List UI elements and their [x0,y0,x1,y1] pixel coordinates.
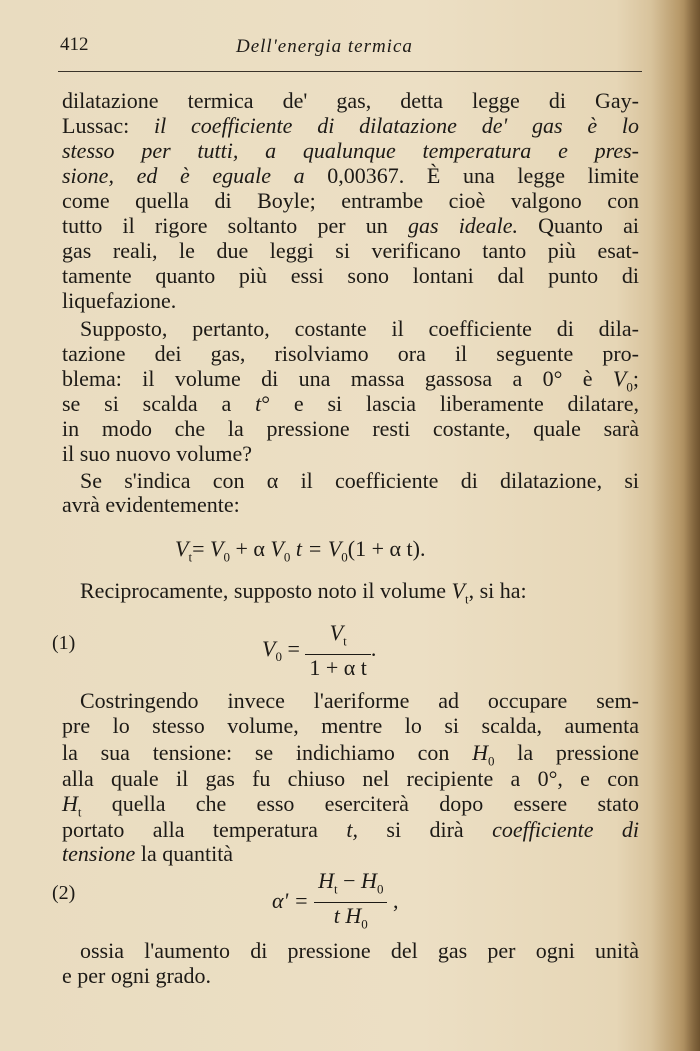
text-line [62,88,639,114]
text-line [62,188,639,214]
fraction [314,868,387,938]
text-segment: in modo che la pressione resti costante, quale sarà [62,416,639,441]
eq-part: , [387,887,399,913]
eq-symbol: H [361,868,377,893]
text-segment: 0 [488,753,495,769]
text-line [80,578,639,612]
eq-symbol: V [262,635,276,661]
eq-sub: 0 [341,549,348,565]
text-segment: si dirà [357,817,493,842]
text-line [62,817,639,843]
text-line [62,492,639,518]
text-segment: t, [346,817,358,842]
text-segment: H [472,740,489,765]
text-segment: tamente quanto più essi sono lontani dal punto di [62,263,639,288]
text-line [62,341,639,367]
eq-part: = [192,536,210,561]
text-segment: tazione dei gas, risolviamo ora il seguente pro- [62,341,639,366]
text-line [62,391,639,417]
text-line [80,468,639,494]
eq-symbol: V [175,536,189,561]
denominator: 1 + α t [309,655,367,681]
text-line [62,138,639,164]
eq-part: . [370,635,377,661]
text-segment: la quantità [135,841,234,866]
eq-sub: 0 [223,549,230,565]
page-gutter-shadow [684,0,700,1051]
text-segment: ° e si lascia liberamente dilatare, [261,391,640,416]
fraction [305,620,371,681]
page-number: 412 [60,34,89,55]
text-segment: coefficiente di [492,817,639,842]
text-segment: 0 [626,379,633,395]
text-line [62,713,639,739]
denominator [314,903,387,937]
eq-sub: t [188,549,193,565]
text-segment: Quanto ai [517,213,639,238]
text-line [62,288,639,314]
eq-sub: 0 [283,549,291,565]
text-segment: se si scalda a [62,391,256,416]
text-line [80,688,639,714]
text-segment: Costringendo invece l'aeriforme ad occupare sem- [80,688,639,713]
text-line [62,963,639,989]
text-segment: V [612,366,627,391]
text-segment: e per ogni grado. [62,963,212,988]
text-segment: gas ideale. [407,213,518,238]
eq-sub: t [334,881,338,897]
text-segment: portato alla temperatura [62,817,347,842]
text-segment: dilatazione termica de' gas, detta legge di Gay- [62,88,639,113]
text-line [62,441,639,467]
running-title: Dell'energia termica [236,36,413,57]
text-segment: sione, ed è eguale a [62,163,328,188]
text-line [62,163,639,189]
eq-sub: 0 [275,649,282,665]
text-line [62,238,639,264]
text-segment: pre lo stesso volume, mentre lo si scalda, aumenta [62,713,639,738]
eq-part: t = [290,536,328,561]
equation-2-label: (2) [52,882,76,904]
text-segment: gas reali, le due leggi si verificano tanto più esat- [62,238,639,263]
equation-main [175,536,425,570]
text-segment: tutto il rigore soltanto per un [62,213,408,238]
eq-symbol: t [333,903,346,929]
eq-symbol: V [270,536,284,561]
text-segment: alla quale il gas fu chiuso nel recipiente a 0°, e con [62,766,639,791]
text-segment: il coefficiente di dilatazione de' gas è lo [154,113,640,138]
text-segment: Lussac: [62,113,155,138]
text-segment: t [255,391,262,416]
text-segment: come quella di Boyle; entrambe cioè valgono con [62,188,639,213]
numerator [305,620,371,655]
eq-part: + α [229,536,271,561]
text-segment: liquefazione. [62,288,177,313]
text-segment: 0,00367. È una legge limite [327,163,640,188]
text-segment: Supposto, pertanto, costante il coefficiente di dila- [80,316,639,341]
equation-2 [272,868,398,938]
eq-symbol: V [210,536,224,561]
eq-sub: 0 [376,881,384,897]
header-rule [58,71,642,72]
text-segment: la pressione [494,740,639,765]
eq-part: = [281,635,306,661]
text-line [62,766,639,792]
eq-symbol: H [318,868,334,893]
text-line [62,263,639,289]
text-line [62,213,639,239]
text-line [62,113,639,139]
text-segment: quella che esso eserciterà dopo essere stato [81,791,639,816]
text-segment: tensione [62,841,136,866]
text-segment: avrà evidentemente: [62,492,240,517]
equation-1-label: (1) [52,632,76,654]
eq-sub: 0 [361,916,368,932]
text-line [62,416,639,442]
text-line [80,938,639,964]
eq-part: (1 + α t). [347,536,426,561]
text-segment: blema: il volume di una massa gassosa a 0° è [62,366,613,391]
text-segment: V [451,578,465,603]
equation-1 [262,620,376,681]
eq-part: α' = [272,887,315,913]
text-segment: Reciprocamente, supposto noto il volume [80,578,452,603]
text-segment: , si ha: [468,578,527,603]
eq-symbol: V [329,620,344,645]
text-segment: ossia l'aumento di pressione del gas per ogni unità [80,938,639,963]
numerator [314,868,387,903]
eq-part: − [337,868,362,893]
eq-symbol: H [345,903,362,929]
text-segment: stesso per tutti, a qualunque temperatura e pres- [62,138,639,163]
text-segment: Se s'indica con α il coefficiente di dilatazione, si [80,468,639,493]
eq-symbol: V [327,536,342,561]
text-segment: ; [632,366,639,391]
text-segment: la sua tensione: se indichiamo con [62,740,473,765]
text-segment: t [77,804,82,820]
text-segment: il suo nuovo volume? [62,441,253,466]
text-segment: t [464,591,469,607]
eq-sub: t [343,633,347,649]
text-line [62,841,639,867]
text-segment: H [62,791,78,816]
text-line [80,316,639,342]
